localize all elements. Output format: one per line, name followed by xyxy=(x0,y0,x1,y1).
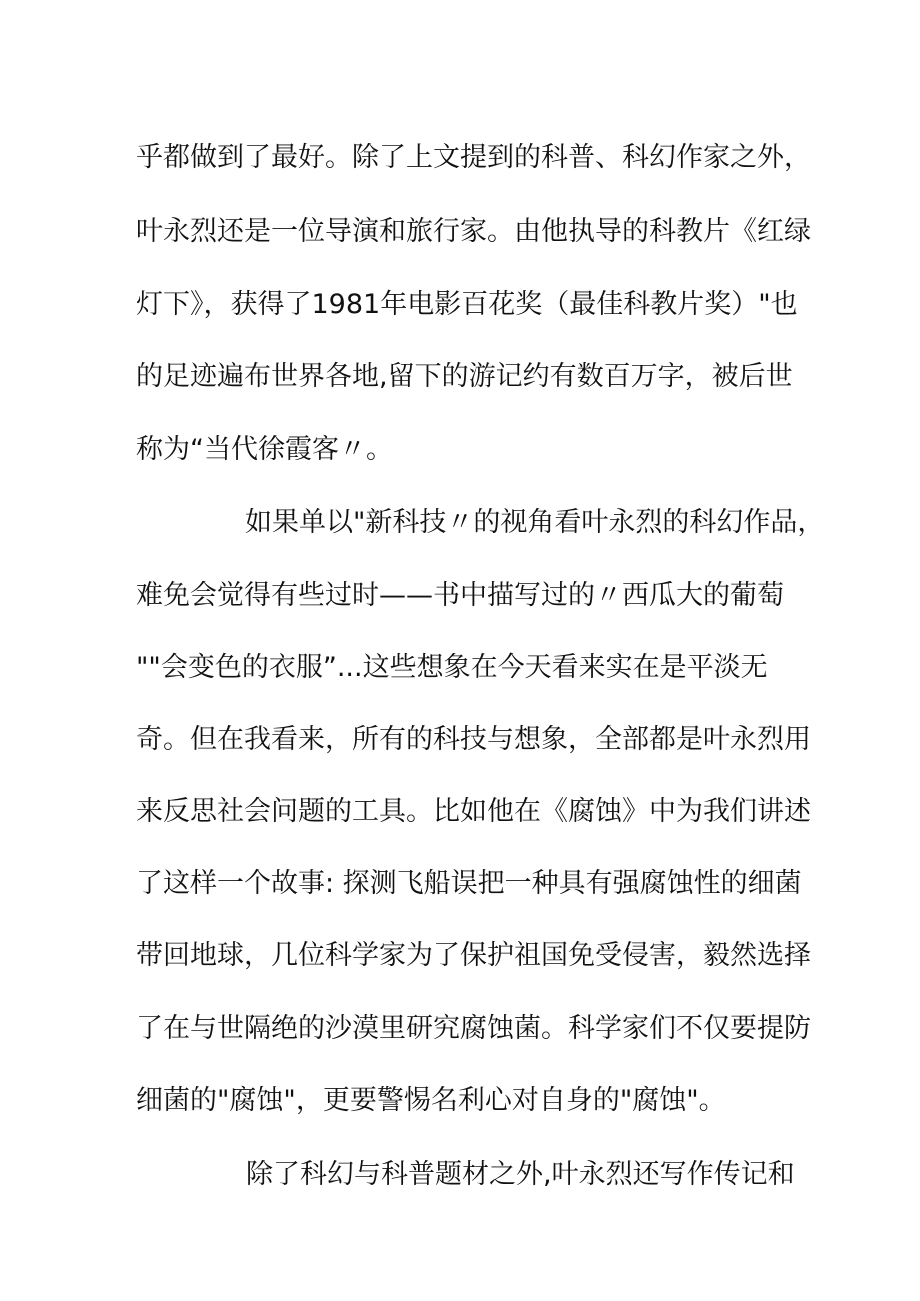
text-line: 了这样一个故事: 探测飞船误把一种具有强腐蚀性的细菌 xyxy=(136,868,802,899)
text-line: 乎都做到了最好。除了上文提到的科普、科幻作家之外， xyxy=(136,142,811,173)
text-line: 称为“当代徐霞客〃。 xyxy=(136,434,393,465)
text-line: 难免会觉得有些过时——书中描写过的〃西瓜大的葡萄 xyxy=(136,580,784,611)
text-line: 细菌的"腐蚀"，更要警惕名利心对自身的"腐蚀"。 xyxy=(136,1085,726,1116)
text-line: 奇。但在我看来，所有的科技与想象，全部都是叶永烈用 xyxy=(136,724,811,755)
text-line: 叶永烈还是一位导演和旅行家。由他执导的科教片《红绿 xyxy=(136,216,811,247)
text-line: 带回地球，几位科学家为了保护祖国免受侵害，毅然选择 xyxy=(136,940,811,971)
text-line: 的足迹遍布世界各地,留下的游记约有数百万字，被后世 xyxy=(136,361,793,392)
paragraph-start-line: 如果单以"新科技〃的视角看叶永烈的科幻作品， xyxy=(245,507,825,538)
text-line: ""会变色的衣服”...这些想象在今天看来实在是平淡无 xyxy=(136,652,768,683)
text-line: 来反思社会问题的工具。比如他在《腐蚀》中为我们讲述 xyxy=(136,796,811,827)
paragraph-start-line: 除了科幻与科普题材之外,叶永烈还写作传记和 xyxy=(246,1159,795,1190)
text-line: 灯下》，获得了1981年电影百花奖（最佳科教片奖）"也 xyxy=(136,289,798,320)
text-line: 了在与世隔绝的沙漠里研究腐蚀菌。科学家们不仅要提防 xyxy=(136,1013,811,1044)
